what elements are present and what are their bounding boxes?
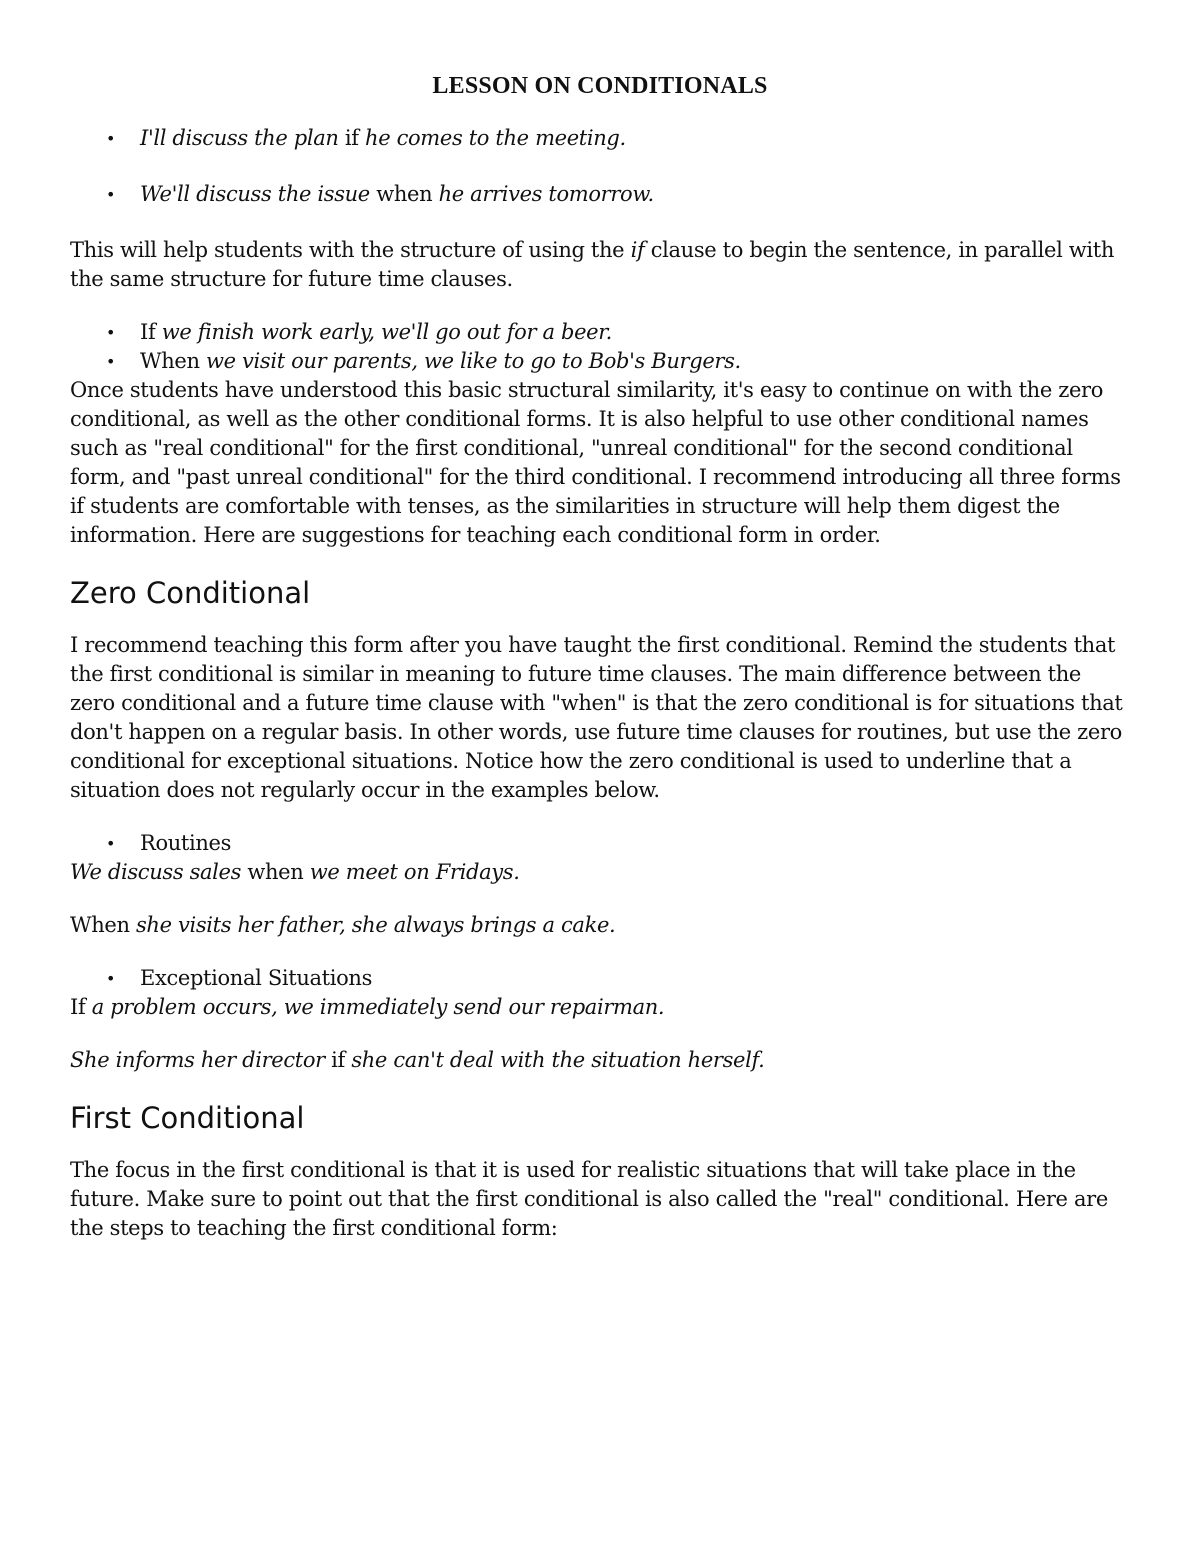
example-clause: we finish work early, we'll go out for a beer. [161,320,612,344]
bullet-icon: • [106,834,116,853]
list-item [70,347,1130,376]
example-main-clause: She informs her director [70,1048,325,1072]
bullet-icon: • [106,323,116,342]
first-conditional-paragraph: The focus in the first conditional is that it is used for realistic situations that will take place in the future. Make sure to point out that the first conditional is also called the "real" conditional. Here are the steps to teaching the first conditional form: [70,1158,1108,1240]
example-clause: we visit our parents, we like to go to Bob's Burgers. [206,349,741,373]
bullet-icon: • [106,352,116,371]
example-sub-clause: she can't deal with the situation herself. [351,1048,765,1072]
example-main-clause: I'll discuss the plan [140,126,339,150]
example-clause: she visits her father, she always brings a cake. [136,913,616,937]
example-main-clause: We discuss sales [70,860,242,884]
example-conjunction: If [140,320,162,344]
intro-examples-list [70,124,1130,209]
example-conjunction: When [140,349,206,373]
bullet-icon: • [106,129,116,148]
structure-paragraph [70,236,1130,294]
exceptional-example [70,1046,1130,1075]
bullet-icon: • [106,185,116,204]
list-item [70,180,1130,209]
example-conjunction: if [324,1048,352,1072]
example-conjunction: When [70,913,136,937]
bullet-icon: • [106,969,116,988]
zero-conditional-paragraph: I recommend teaching this form after you have taught the first conditional. Remind the students that the first conditional is similar in meaning to future time clauses. The main difference between the zero conditional and a future time clause with "when" is that the zero conditional is for situations that don't happen on a regular basis. In other words, use future time clauses for routines, but use the zero conditional for exceptional situations. Notice how the zero conditional is used to underline that a situation does not regularly occur in the examples below. [70,633,1123,802]
paragraph-text: clause to begin the sentence, in parallel with the same structure for future time clauses. [70,238,1115,291]
structure-examples-list [70,318,1130,376]
example-sub-clause: we meet on Fridays. [309,860,520,884]
example-sub-clause: he comes to the meeting. [365,126,626,150]
list-item [70,318,1130,347]
list-item [70,829,1130,858]
example-conjunction: If [70,995,92,1019]
routine-example [70,858,1130,887]
routines-label: Routines [140,831,232,855]
document-page [70,70,1130,1267]
example-clause: a problem occurs, we immediately send our repairman. [91,995,665,1019]
example-main-clause: We'll discuss the issue [140,182,370,206]
paragraph-text: This will help students with the structure of using the [70,238,631,262]
list-item [70,964,1130,993]
exceptional-example [70,993,1130,1022]
zero-conditional-heading: Zero Conditional [70,576,311,610]
paragraph-emphasis: if [630,238,645,262]
example-sub-clause: he arrives tomorrow. [438,182,654,206]
overview-paragraph: Once students have understood this basic structural similarity, it's easy to continue on with the zero conditional, as well as the other conditional forms. It is also helpful to use other conditional names such as "real conditional" for the first conditional, "unreal conditional" for the second conditional form, and "past unreal conditional" for the third conditional. I recommend introducing all three forms if students are comfortable with tenses, as the similarities in structure will help them digest the information. Here are suggestions for teaching each conditional form in order. [70,378,1121,547]
exceptional-label: Exceptional Situations [140,966,373,990]
list-item [70,124,1130,153]
example-conjunction: if [338,126,366,150]
first-conditional-heading: First Conditional [70,1101,305,1135]
example-conjunction: when [241,860,310,884]
page-title: LESSON ON CONDITIONALS [432,73,768,99]
routine-example [70,911,1130,940]
example-conjunction: when [369,182,439,206]
routines-list [70,829,1130,858]
exceptional-list [70,964,1130,993]
